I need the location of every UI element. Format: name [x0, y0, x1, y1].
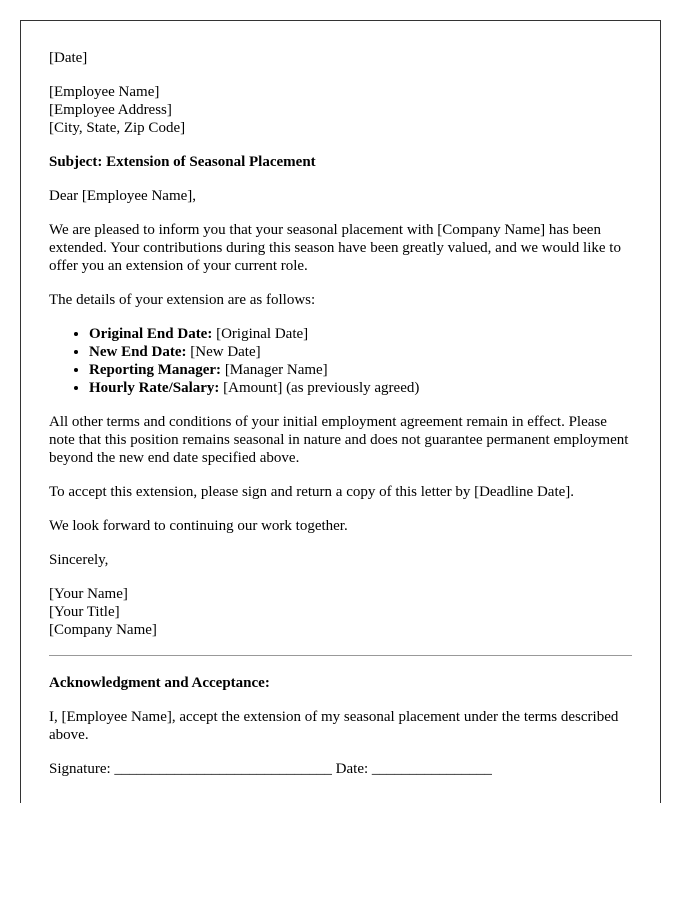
ack-heading: Acknowledgment and Acceptance:	[49, 675, 270, 691]
signature-line: _____________________________	[114, 761, 332, 777]
body-paragraph-1: We are pleased to inform you that your seasonal placement with [Company Name] has been extended. Your contributions during this season have been greatly valued, and we would like to offer you an extension of your current role.	[49, 222, 621, 274]
list-item	[89, 325, 632, 343]
sender-name: [Your Name]	[49, 586, 128, 602]
detail-value: [New Date]	[186, 344, 261, 360]
sender-company: [Company Name]	[49, 622, 157, 638]
sender-title: [Your Title]	[49, 604, 120, 620]
letter-page	[20, 20, 661, 803]
closing: Sincerely,	[49, 552, 109, 568]
recipient-address: [Employee Address]	[49, 102, 172, 118]
detail-label: Reporting Manager:	[89, 362, 222, 378]
details-list	[49, 325, 632, 397]
body-paragraph-4: We look forward to continuing our work together.	[49, 518, 348, 534]
ack-text: I, [Employee Name], accept the extension of my seasonal placement under the terms described above.	[49, 709, 619, 743]
details-intro: The details of your extension are as follows:	[49, 292, 316, 308]
recipient-city: [City, State, Zip Code]	[49, 120, 186, 136]
recipient-block	[49, 83, 632, 137]
detail-label: Original End Date:	[89, 326, 213, 342]
body-paragraph-2: All other terms and conditions of your initial employment agreement remain in effect. Please note that this position remains seasonal in nature and does not guarantee permanent employment beyond the new end date specified above.	[49, 414, 629, 466]
salutation: Dear [Employee Name],	[49, 188, 197, 204]
detail-value: [Amount] (as previously agreed)	[219, 380, 420, 396]
body-paragraph-3: To accept this extension, please sign and return a copy of this letter by [Deadline Date].	[49, 484, 575, 500]
divider	[49, 655, 632, 656]
sender-block	[49, 585, 632, 639]
list-item	[89, 379, 632, 397]
detail-value: [Manager Name]	[221, 362, 328, 378]
list-item	[89, 343, 632, 361]
detail-value: [Original Date]	[212, 326, 309, 342]
signature-row	[49, 760, 632, 778]
date-line: ________________	[371, 761, 492, 777]
subject-line: Subject: Extension of Seasonal Placement	[49, 154, 316, 170]
list-item	[89, 361, 632, 379]
detail-label: New End Date:	[89, 344, 187, 360]
letter-date: [Date]	[49, 50, 88, 66]
signature-label: Signature:	[49, 761, 111, 777]
date-label: Date:	[335, 761, 369, 777]
detail-label: Hourly Rate/Salary:	[89, 380, 220, 396]
recipient-name: [Employee Name]	[49, 84, 160, 100]
